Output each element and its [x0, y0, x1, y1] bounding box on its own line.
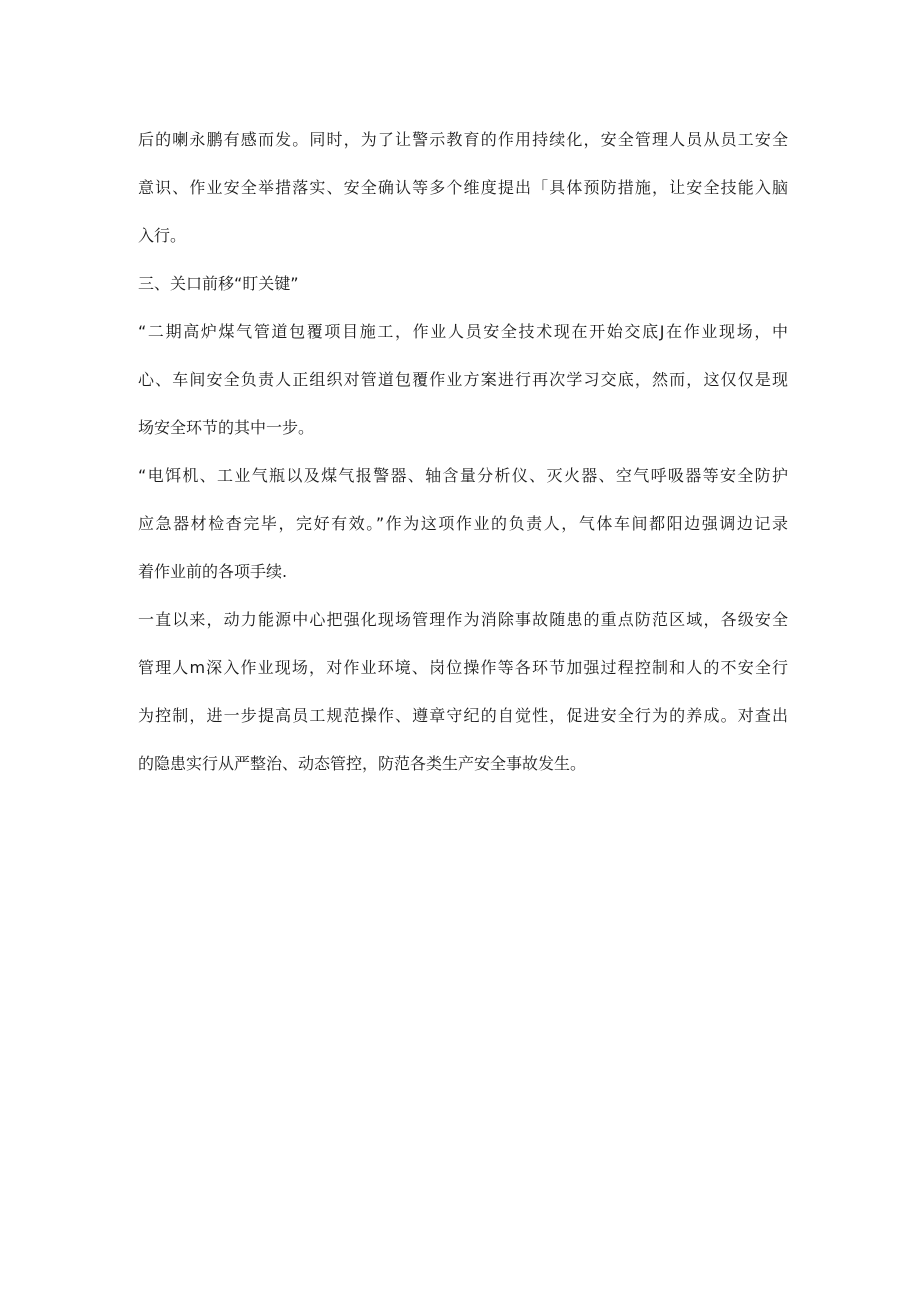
text-line: 管理人m深入作业现场，对作业环境、岗位操作等各环节加强过程控制和人的不安全行	[138, 658, 788, 677]
text-line: “二期高炉煤气管道包覆项目施工，作业人员安全技术现在开始交底J在作业现场，中	[138, 322, 788, 341]
text-line: 后的喇永鹏有感而发。同时，为了让警示教育的作用持续化，安全管理人员从员工安全	[138, 130, 788, 149]
text-line: 一直以来，动力能源中心把强化现场管理作为消除事故随患的重点防范区域，各级安全	[138, 610, 788, 629]
text-line: 意识、作业安全举措落实、安全确认等多个维度提出「具体预防措施，让安全技能入脑	[138, 178, 788, 197]
text-line: 心、车间安全负责人正组织对管道包覆作业方案进行再次学习交底，然而，这仅仅是现	[138, 370, 788, 389]
paragraph-pipeline-project	[138, 308, 788, 452]
text-line: 的隐患实行从严整治、动态管控，防范各类生产安全事故发生。	[138, 754, 587, 773]
text-line: 着作业前的各项手续.	[138, 562, 288, 581]
paragraph-warning-education	[138, 116, 788, 260]
paragraph-equipment-check	[138, 452, 788, 596]
document-body	[138, 116, 788, 788]
section-heading	[138, 260, 788, 308]
section-heading-text: 三、关口前移“盯关键”	[138, 274, 299, 293]
text-line: “电饵机、工业气瓶以及煤气报警器、轴含量分析仪、灭火器、空气呼吸器等安全防护	[138, 466, 788, 485]
paragraph-site-management	[138, 596, 788, 788]
text-line: 为控制，进一步提高员工规范操作、遵章守纪的自觉性，促进安全行为的养成。对查出	[138, 706, 788, 725]
text-line: 入行。	[138, 226, 187, 245]
text-line: 应急器材检杳完毕，完好有效。”作为这项作业的负责人，气体车间都阳边强调边记录	[138, 514, 788, 533]
text-line: 场安全环节的其中一步。	[138, 418, 315, 437]
